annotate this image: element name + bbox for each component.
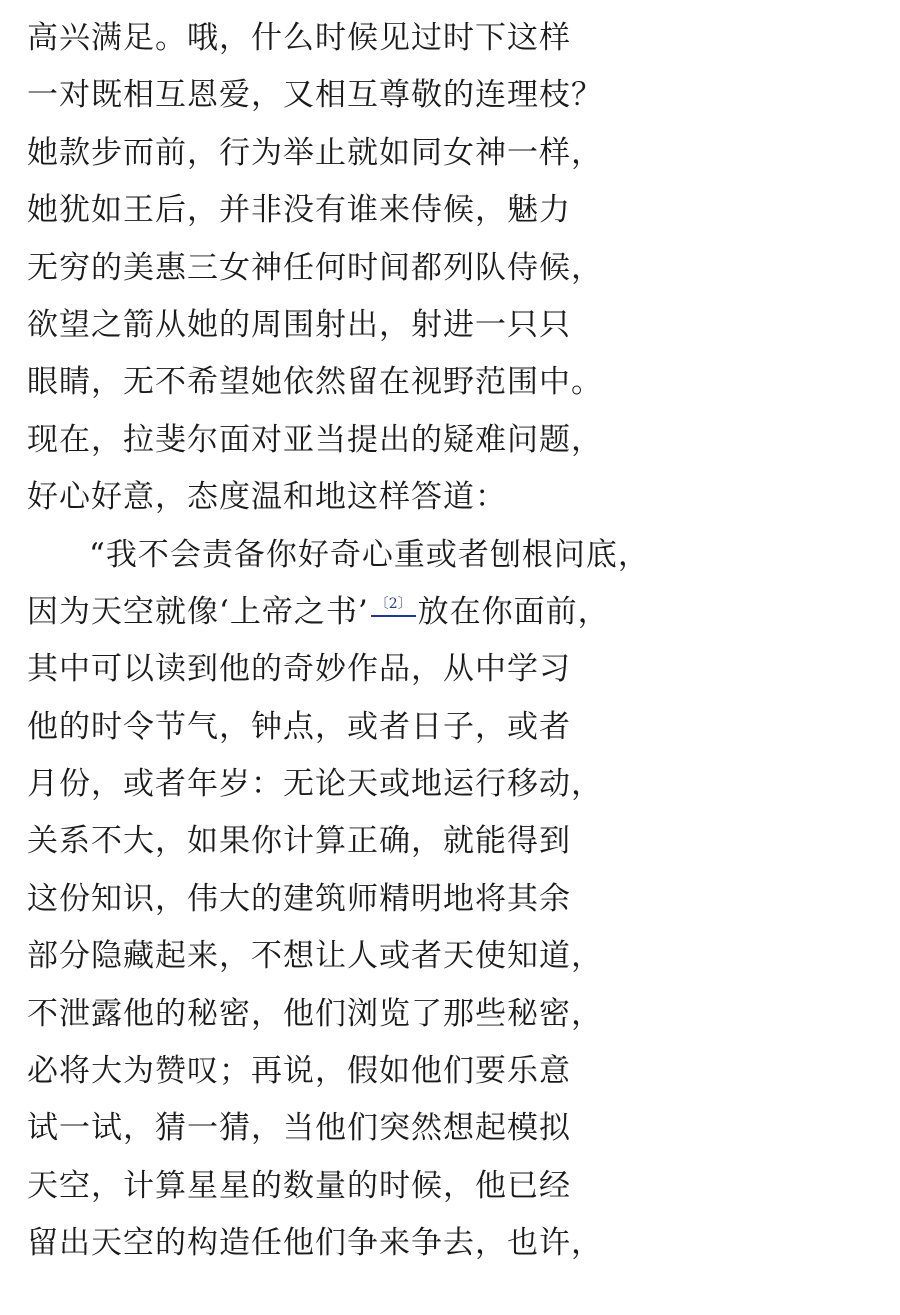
- footnote-link[interactable]: 〔2〕: [371, 597, 416, 617]
- poem-text-block: [27, 10, 887, 1273]
- text-line: 不泄露他的秘密，他们浏览了那些秘密，: [27, 995, 603, 1032]
- text-line-with-footnote: [27, 584, 887, 641]
- text-line: 必将大为赞叹；再说，假如他们要乐意: [27, 1053, 571, 1090]
- text-line: 其中可以读到他的奇妙作品，从中学习: [27, 651, 571, 688]
- text-line: 天空，计算星星的数量的时候，他已经: [27, 1167, 571, 1204]
- text-line: 这份知识，伟大的建筑师精明地将其余: [27, 880, 571, 917]
- text-line: 留出天空的构造任他们争来争去，也许，: [27, 1225, 603, 1262]
- text-line: 欲望之箭从她的周围射出，射进一只只: [27, 306, 571, 343]
- text-line: 高兴满足。哦，什么时候见过时下这样: [27, 20, 571, 56]
- text-line-indented: “我不会责备你好奇心重或者刨根问底，: [89, 536, 650, 573]
- text-line: 无穷的美惠三女神任何时间都列队侍候，: [27, 249, 603, 286]
- text-line: 关系不大，如果你计算正确，就能得到: [27, 823, 571, 860]
- text-line: 她款步而前，行为举止就如同女神一样，: [27, 134, 603, 171]
- text-line: 一对既相互恩爱，又相互尊敬的连理枝？: [27, 77, 603, 114]
- text-line: 她犹如王后，并非没有谁来侍候，魅力: [27, 192, 571, 229]
- text-line: 好心好意，态度温和地这样答道：: [27, 479, 507, 516]
- text-line: 眼睛，无不希望她依然留在视野范围中。: [27, 364, 603, 401]
- text-line: 月份，或者年岁：无论天或地运行移动，: [27, 766, 603, 803]
- text-line: 他的时令节气，钟点，或者日子，或者: [27, 708, 571, 745]
- text-segment: 放在你面前，: [417, 593, 610, 630]
- text-line: 试一试，猜一猜，当他们突然想起模拟: [27, 1110, 571, 1147]
- text-line: 现在，拉斐尔面对亚当提出的疑难问题，: [27, 421, 603, 458]
- text-line: 部分隐藏起来，不想让人或者天使知道，: [27, 938, 603, 975]
- text-segment: 因为天空就像‘上帝之书’: [27, 593, 369, 630]
